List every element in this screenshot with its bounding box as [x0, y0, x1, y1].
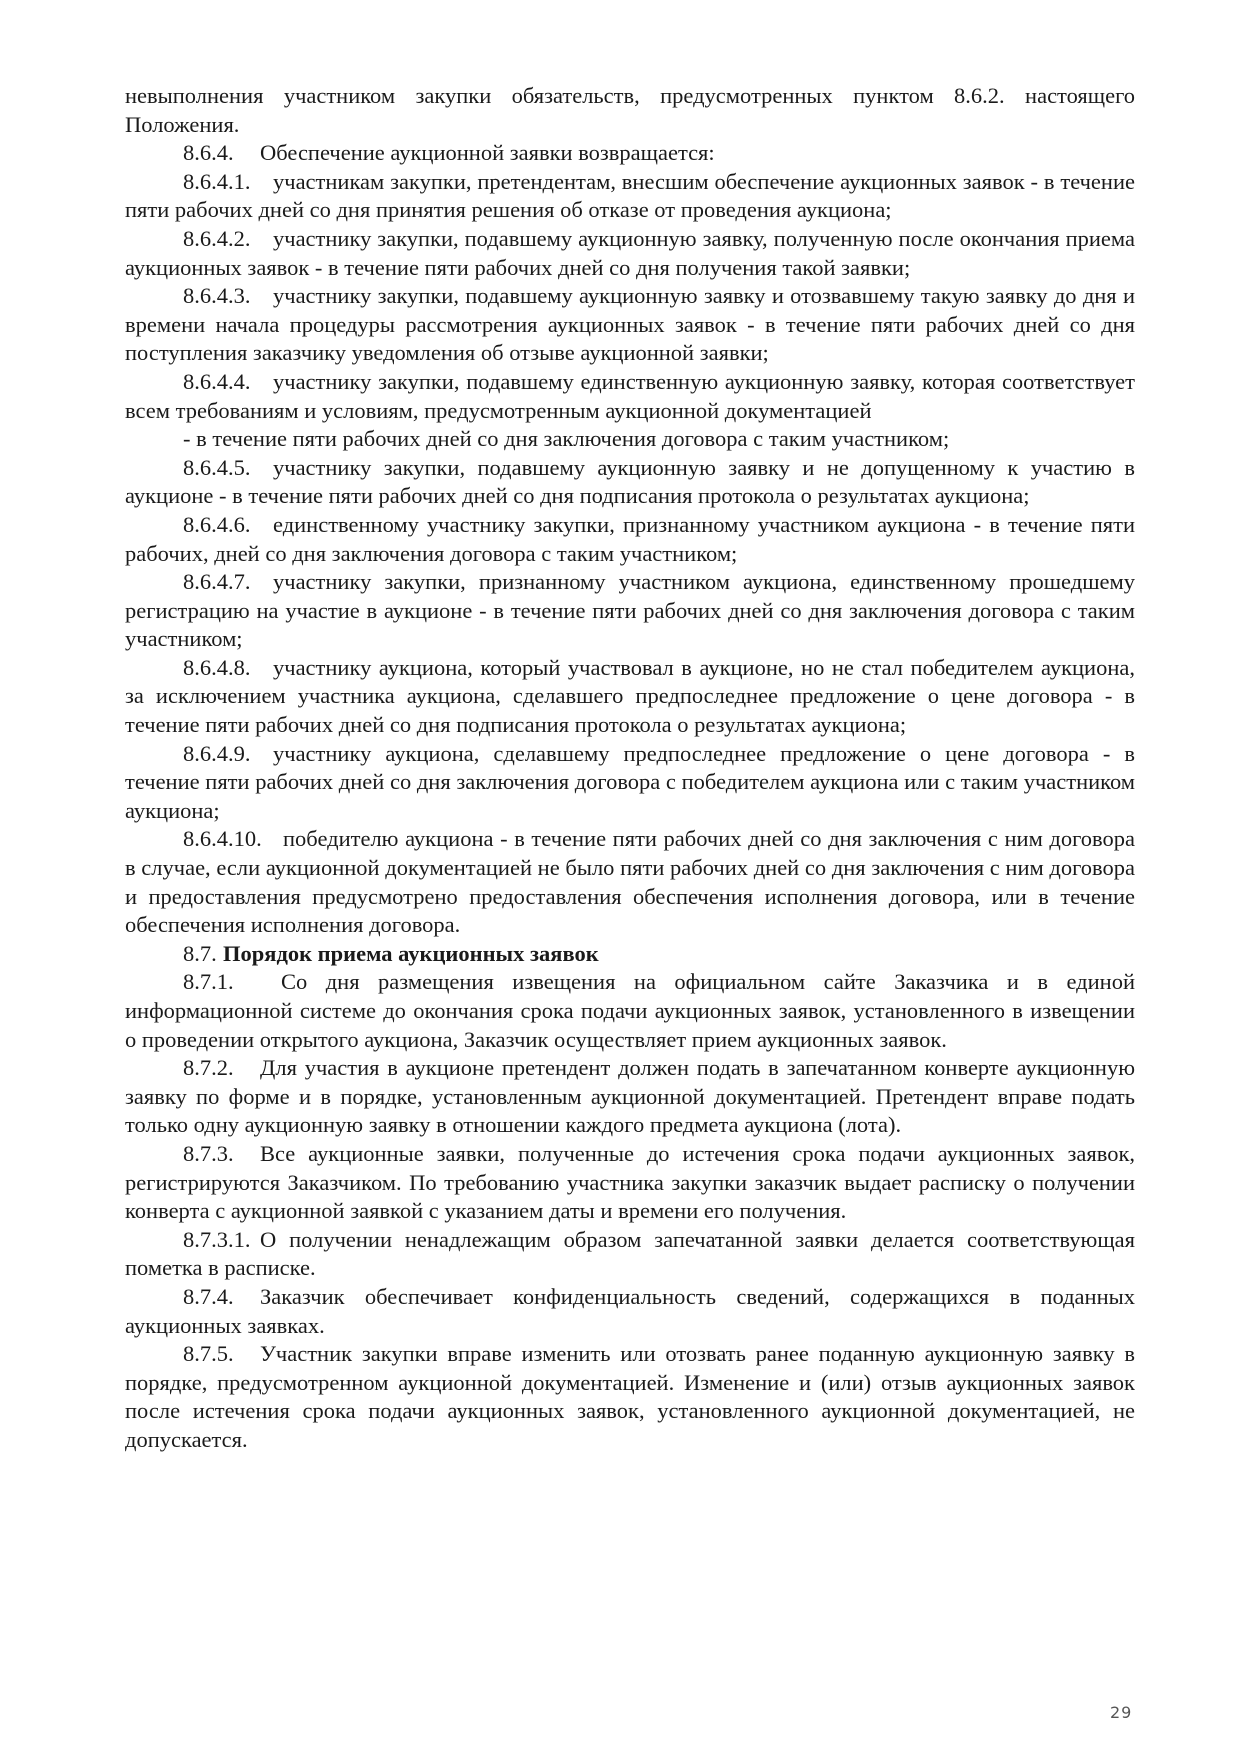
- paragraph-number: 8.6.4.4.: [183, 368, 251, 394]
- document-page: [125, 82, 1135, 1455]
- section-heading-8-7: [125, 940, 1135, 969]
- paragraph-number: 8.7.3.: [183, 1140, 234, 1166]
- paragraph-8-6-4-8: [125, 654, 1135, 740]
- paragraph-8-7-3: [125, 1140, 1135, 1226]
- paragraph-number: 8.6.4.10.: [183, 826, 262, 852]
- paragraph-8-6-4-4-continued: [125, 425, 1135, 454]
- section-number: 8.7.: [183, 940, 217, 966]
- paragraph-8-6-4-4: [125, 368, 1135, 425]
- paragraph-number: 8.7.5.: [183, 1341, 234, 1367]
- paragraph-number: 8.7.3.1.: [183, 1226, 251, 1252]
- paragraph-8-6-4-6: [125, 511, 1135, 568]
- paragraph-text: победителю аукциона - в течение пяти рабочих дней со дня заключения с ним договора в случае, если аукционной документацией не было пяти рабочих дней со дня заключения с ним договора и предоставления предусмотрено предоставления обеспечения исполнения договора, или в течение обеспечения исполнения договора.: [125, 826, 1135, 938]
- paragraph-number: 8.6.4.5.: [183, 454, 251, 480]
- paragraph-8-7-3-1: [125, 1226, 1135, 1283]
- paragraph-text: О получении ненадлежащим образом запечатанной заявки делается соответствующая пометка в расписке.: [125, 1226, 1135, 1281]
- paragraph-8-6-4-2: [125, 225, 1135, 282]
- paragraph-text: невыполнения участником закупки обязательств, предусмотренных пунктом 8.6.2. настоящего Положения.: [125, 83, 1135, 137]
- paragraph-8-6-4-9: [125, 740, 1135, 826]
- paragraph-text: Участник закупки вправе изменить или отозвать ранее поданную аукционную заявку в порядке, предусмотренном аукционной документацией. Изменение и (или) отзыв аукционных заявок после истечения срока подачи аукционных заявок, установленного аукционной документацией, не допускается.: [125, 1341, 1135, 1452]
- paragraph-8-7-2: [125, 1054, 1135, 1140]
- paragraph-text: участнику закупки, подавшему единственную аукционную заявку, которая соответствует всем требованиям и условиям, предусмотренным аукционной документацией: [125, 368, 1135, 423]
- paragraph-8-7-4: [125, 1283, 1135, 1340]
- paragraph-8-7-1: [125, 968, 1135, 1054]
- paragraph-number: 8.6.4.6.: [183, 511, 251, 537]
- paragraph-number: 8.6.4.9.: [183, 740, 251, 766]
- paragraph-number: 8.6.4.8.: [183, 654, 251, 680]
- paragraph-number: 8.6.4.: [183, 140, 234, 166]
- paragraph-text: участнику аукциона, сделавшему предпоследнее предложение о цене договора - в течение пяти рабочих дней со дня заключения договора с победителем аукциона или с таким участником аукциона;: [125, 740, 1135, 823]
- paragraph-8-7-5: [125, 1340, 1135, 1454]
- paragraph-8-6-4-10: [125, 825, 1135, 939]
- paragraph-text: участнику аукциона, который участвовал в аукционе, но не стал победителем аукциона, за исключением участника аукциона, сделавшего предпоследнее предложение о цене договора - в течение пяти рабочих дней со дня подписания протокола о результатах аукциона;: [125, 654, 1135, 738]
- paragraph-continuation: [125, 82, 1135, 139]
- paragraph-text: участникам закупки, претендентам, внесшим обеспечение аукционных заявок - в течение пяти рабочих дней со дня принятия решения об отказе от проведения аукциона;: [125, 168, 1135, 223]
- paragraph-8-6-4-1: [125, 168, 1135, 225]
- paragraph-8-6-4-3: [125, 282, 1135, 368]
- paragraph-number: 8.7.1.: [183, 969, 234, 995]
- paragraph-text: участнику закупки, подавшему аукционную заявку, полученную после окончания приема аукционных заявок - в течение пяти рабочих дней со дня получения такой заявки;: [125, 225, 1135, 280]
- paragraph-text: Со дня размещения извещения на официальном сайте Заказчика и в единой информационной системе до окончания срока подачи аукционных заявок, установленного в извещении о проведении открытого аукциона, Заказчик осуществляет прием аукционных заявок.: [125, 969, 1135, 1052]
- paragraph-8-6-4: [125, 139, 1135, 168]
- paragraph-8-6-4-7: [125, 568, 1135, 654]
- paragraph-text: участнику закупки, подавшему аукционную заявку и отозвавшему такую заявку до дня и времени начала процедуры рассмотрения аукционных заявок - в течение пяти рабочих дней со дня поступления заказчику уведомления об отзыве аукционной заявки;: [125, 283, 1135, 366]
- paragraph-text: Заказчик обеспечивает конфиденциальность сведений, содержащихся в поданных аукционных заявках.: [125, 1283, 1135, 1338]
- paragraph-text: Обеспечение аукционной заявки возвращается:: [260, 140, 715, 166]
- paragraph-text: единственному участнику закупки, признанному участником аукциона - в течение пяти рабочих, дней со дня заключения договора с таким участником;: [125, 511, 1135, 566]
- paragraph-number: 8.6.4.2.: [183, 225, 251, 251]
- paragraph-8-6-4-5: [125, 454, 1135, 511]
- paragraph-text: Для участия в аукционе претендент должен подать в запечатанном конверте аукционную заявку по форме и в порядке, установленным аукционной документацией. Претендент вправе подать только одну аукционную заявку в отношении каждого предмета аукциона (лота).: [125, 1055, 1135, 1138]
- paragraph-number: 8.7.4.: [183, 1283, 234, 1309]
- paragraph-number: 8.6.4.7.: [183, 569, 251, 595]
- paragraph-text: Все аукционные заявки, полученные до истечения срока подачи аукционных заявок, регистрируются Заказчиком. По требованию участника закупки заказчик выдает расписку о получении конверта с аукционной заявкой с указанием даты и времени его получения.: [125, 1140, 1135, 1224]
- section-title: Порядок приема аукционных заявок: [223, 940, 599, 966]
- paragraph-number: 8.7.2.: [183, 1055, 234, 1081]
- paragraph-text: - в течение пяти рабочих дней со дня заключения договора с таким участником;: [183, 426, 950, 452]
- paragraph-text: участнику закупки, признанному участником аукциона, единственному прошедшему регистрацию на участие в аукционе - в течение пяти рабочих дней со дня заключения договора с таким участником;: [125, 569, 1135, 652]
- paragraph-number: 8.6.4.3.: [183, 283, 251, 309]
- page-number: 29: [1110, 1703, 1133, 1722]
- paragraph-text: участнику закупки, подавшему аукционную заявку и не допущенному к участию в аукционе - в течение пяти рабочих дней со дня подписания протокола о результатах аукциона;: [125, 454, 1135, 509]
- paragraph-number: 8.6.4.1.: [183, 168, 251, 194]
